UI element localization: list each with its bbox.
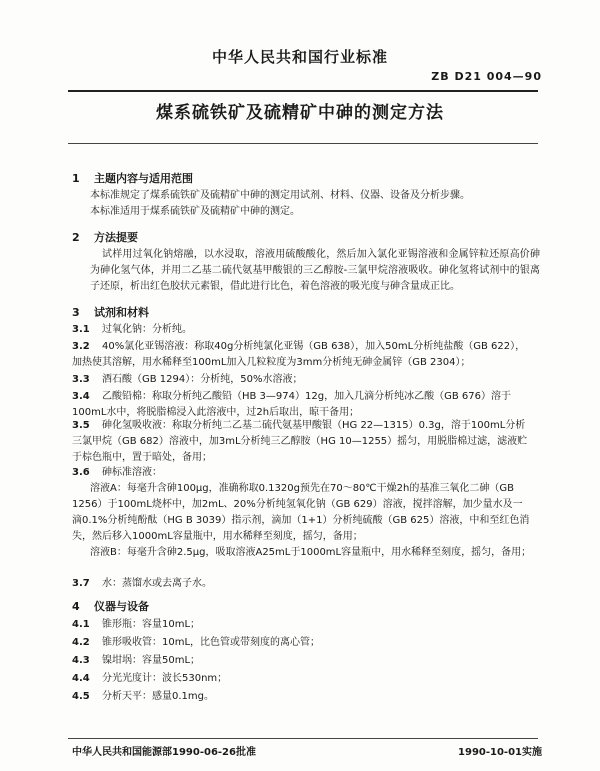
item-3-4: 3.4 乙酸铅棉：称取分析纯乙酸铅（HB 3—974）12g，加入几滴分析纯冰乙酸（GB 676）溶于100mL水中，将脱脂棉浸入此溶液中，过2h后取出，晾干备用； [72,391,511,418]
section-1-heading [72,170,193,186]
top-divider [68,90,538,92]
section-2-paragraph: 试样用过氧化钠熔融，以水浸取，溶液用硫酸酸化，然后加入氯化亚锡溶液和金属锌粒还原高价砷为砷化氢气体，并用二乙基二硫代氨基甲酸银的三乙醇胺-三氯甲烷溶液吸收。砷化氢将试剂中的银离子还原，析出红色胶状元素银，借此进行比色，着色溶液的吸光度与砷含量成正比。 [90,249,540,292]
section-title: 试剂和材料 [94,306,149,319]
section-title: 仪器与设备 [94,600,149,613]
section-number: 2 [72,231,80,244]
standard-authority: 中华人民共和国行业标准 [211,48,388,66]
section-2-heading [72,229,138,245]
solution-a: 溶液A：每毫升含砷100μg，准确称取0.1320g预先在70～80℃干燥2h的基准三氧化二砷（GB 1256）于100mL烧杯中，加2mL、20%分析纯氢氧化钠（GB 629）溶液，搅拌溶解，加少量水及一滴0.1%分析纯酚酞（HG B 3039）指示剂，滴加（1+1）分析纯硫酸（GB 625）溶液，中和至红色消失，然后移入1000mL容量瓶中，用水稀释至刻度，摇匀，备用； [72,483,530,542]
item-3-6: 3.6 砷标准溶液： [72,467,162,478]
item-3-7: 3.7 水：蒸馏水或去离子水。 [72,578,212,589]
section-3-heading [72,304,149,320]
item-4-2: 4.2 锥形吸收管：10mL，比色管或带刻度的离心管； [72,637,321,648]
item-4-1: 4.1 锥形瓶：容量10mL； [72,619,201,630]
document-title: 煤系硫铁矿及硫精矿中砷的测定方法 [156,103,444,123]
approval-line: 中华人民共和国能源部1990-06-26批准 [72,747,256,758]
section-number: 3 [72,306,80,319]
standard-code: ZB D21 004—90 [431,70,542,83]
section-title: 方法提要 [94,231,138,244]
item-3-2: 3.2 40%氯化亚锡溶液：称取40g分析纯氯化亚锡（GB 638），加入50mL分析纯盐酸（GB 622），加热使其溶解，用水稀释至100mL加入几粒粒度为3mm分析纯无砷金属锌（GB 2304）； [72,341,526,368]
implementation-date: 1990-10-01实施 [458,747,542,758]
title-divider [68,143,538,144]
section-number: 4 [72,600,80,613]
section-title: 主题内容与适用范围 [94,172,193,185]
item-3-3: 3.3 酒石酸（GB 1294）：分析纯，50%水溶液； [72,374,303,385]
item-4-3: 4.3 镍坩埚：容量50mL； [72,655,201,666]
solution-b: 溶液B：每毫升含砷2.5μg，吸取溶液A25mL于1000mL容量瓶中，用水稀释至刻度，摇匀，备用； [90,547,532,558]
section-1-paragraph-2: 本标准适用于煤系硫铁矿及硫精矿中砷的测定。 [90,206,300,217]
section-number: 1 [72,172,80,185]
section-1-paragraph-1: 本标准规定了煤系硫铁矿及硫精矿中砷的测定用试剂、材料、仪器、设备及分析步骤。 [90,190,470,201]
item-4-4: 4.4 分光光度计：波长530nm； [72,673,228,684]
item-3-5: 3.5 砷化氢吸收液：称取分析纯二乙基二硫代氨基甲酸银（HG 22—1315）0.3g，溶于100mL分析三氯甲烷（GB 682）溶液中，加3mL分析纯三乙醇胺（HG 10—1255）摇匀，用脱脂棉过滤，滤液贮于棕色瓶中，置于暗处，备用； [72,420,528,463]
item-3-1: 3.1 过氧化钠：分析纯。 [72,324,192,335]
item-4-5: 4.5 分析天平：感量0.1mg。 [72,691,214,702]
section-4-heading [72,598,149,614]
footer-divider [68,738,538,739]
